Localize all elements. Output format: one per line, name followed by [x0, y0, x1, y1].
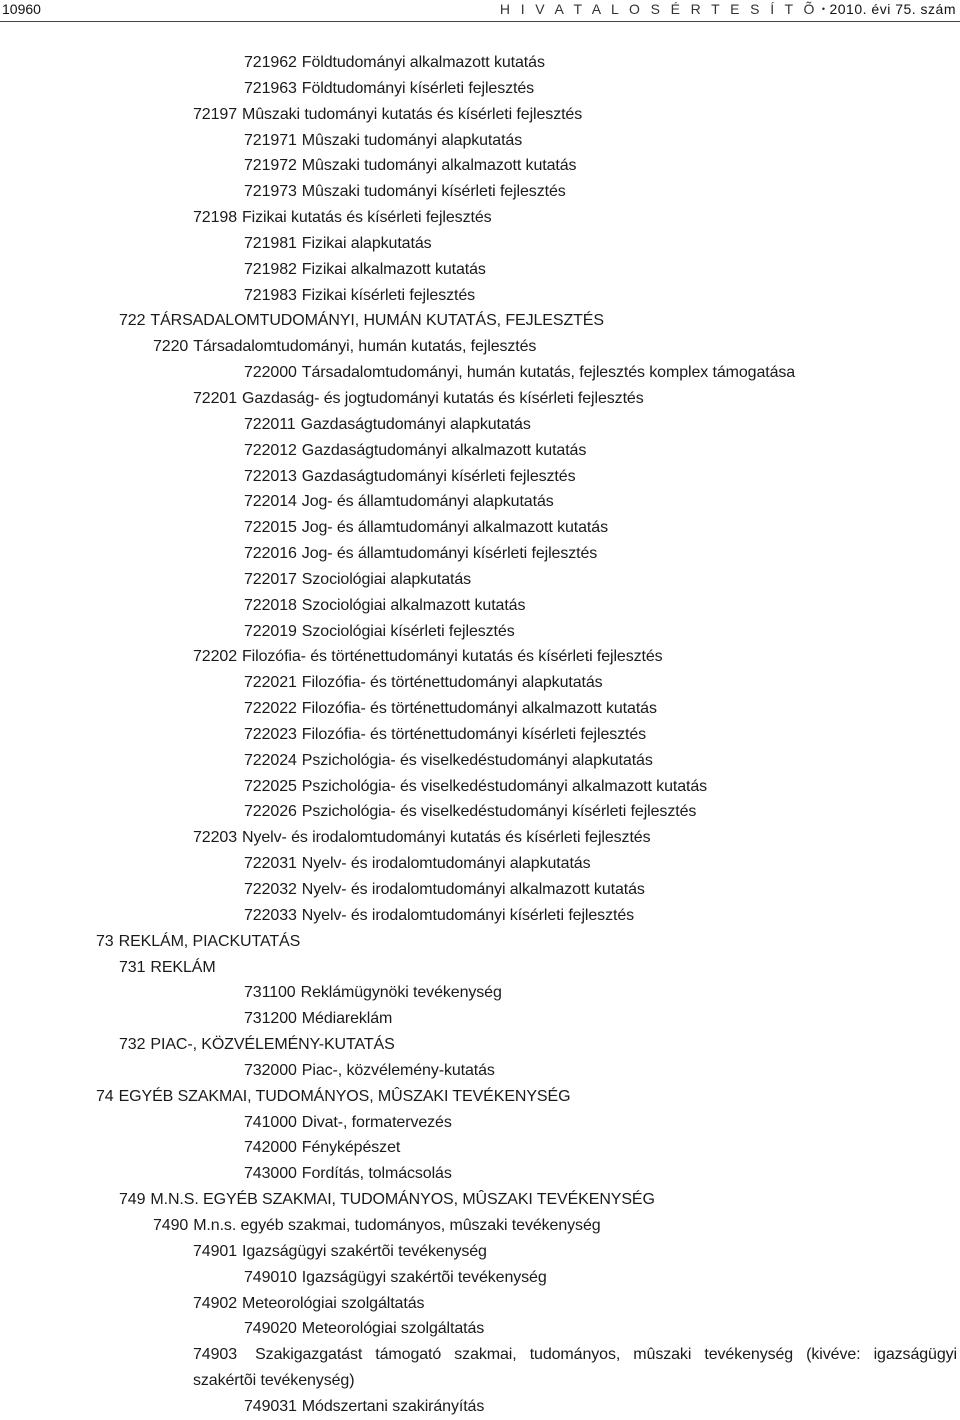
- item-code: 742000: [244, 1139, 297, 1157]
- item-code: 74: [96, 1087, 114, 1105]
- item-text: Igazságügyi szakértõi tevékenység: [301, 1268, 547, 1286]
- item-code: 721982: [244, 260, 297, 278]
- list-item: [0, 748, 960, 774]
- item-code: 7220: [153, 338, 189, 356]
- list-item: [0, 722, 960, 748]
- issue-label: 2010. évi 75. szám: [829, 1, 956, 17]
- list-item: [0, 644, 960, 670]
- item-first-line: [193, 1342, 957, 1368]
- item-text: Filozófia- és történettudományi alapkutatás: [301, 674, 603, 692]
- item-code: 74901: [193, 1242, 237, 1260]
- item-code: 72203: [193, 829, 237, 847]
- item-text: Gazdaság- és jogtudományi kutatás és kísérleti fejlesztés: [242, 389, 644, 407]
- list-item: [0, 1058, 960, 1084]
- item-text: Jog- és államtudományi kísérleti fejlesztés: [301, 545, 598, 563]
- list-item: [0, 128, 960, 154]
- list-item: [0, 153, 960, 179]
- list-item: [0, 231, 960, 257]
- item-text: EGYÉB SZAKMAI, TUDOMÁNYOS, MÛSZAKI TEVÉKENYSÉG: [118, 1087, 571, 1105]
- item-text: Fizikai kísérleti fejlesztés: [301, 286, 476, 304]
- item-text: Igazságügyi szakértõi tevékenység: [242, 1242, 487, 1260]
- item-code: 721963: [244, 79, 297, 97]
- item-code: 721962: [244, 54, 297, 71]
- item-text: Fordítás, tolmácsolás: [301, 1165, 452, 1183]
- item-code: 749020: [244, 1320, 297, 1338]
- item-code: 722021: [244, 674, 297, 692]
- list-item: [0, 825, 960, 851]
- item-text: Nyelv- és irodalomtudományi kutatás és kísérleti fejlesztés: [242, 829, 651, 847]
- list-item: [0, 257, 960, 283]
- item-code: 722014: [244, 493, 297, 511]
- item-text: Filozófia- és történettudományi alkalmazott kutatás: [301, 700, 657, 718]
- list-item: [0, 283, 960, 309]
- item-code: 722016: [244, 545, 297, 563]
- list-item: [0, 464, 960, 490]
- item-text: Fizikai alkalmazott kutatás: [301, 260, 486, 278]
- list-item: [0, 489, 960, 515]
- item-text: Pszichológia- és viselkedéstudományi alkalmazott kutatás: [301, 777, 708, 795]
- list-item: [0, 179, 960, 205]
- item-text: Fizikai kutatás és kísérleti fejlesztés: [242, 209, 492, 227]
- item-text: PIAC-, KÖZVÉLEMÉNY-KUTATÁS: [150, 1036, 395, 1054]
- item-code: 721981: [244, 234, 297, 252]
- item-code: 722017: [244, 570, 297, 588]
- item-text: Társadalomtudományi, humán kutatás, fejlesztés: [193, 338, 537, 356]
- item-text: Divat-, formatervezés: [301, 1113, 452, 1131]
- list-item: [0, 76, 960, 102]
- item-code: 722012: [244, 441, 297, 459]
- item-text: Fizikai alapkutatás: [301, 234, 432, 252]
- item-code: 722011: [244, 415, 296, 433]
- item-code: 722015: [244, 519, 297, 537]
- list-item: [0, 696, 960, 722]
- item-code: 72202: [193, 648, 237, 666]
- item-code: 722000: [244, 364, 297, 382]
- item-text: Fényképészet: [301, 1139, 401, 1157]
- item-text: Jog- és államtudományi alkalmazott kutatás: [301, 519, 608, 537]
- item-code: 722031: [244, 855, 297, 873]
- list-item: [0, 102, 960, 128]
- list-item: [0, 1291, 960, 1317]
- item-text: M.N.S. EGYÉB SZAKMAI, TUDOMÁNYOS, MÛSZAKI TEVÉKENYSÉG: [150, 1191, 655, 1209]
- list-item: [0, 670, 960, 696]
- list-item: [0, 334, 960, 360]
- item-code: 721983: [244, 286, 297, 304]
- item-code: 731200: [244, 1010, 297, 1028]
- item-text: Reklámügynöki tevékenység: [300, 984, 502, 1002]
- page-header: [0, 0, 960, 22]
- item-text: Médiareklám: [301, 1010, 393, 1028]
- item-text-continuation: szakértõi tevékenység): [193, 1372, 355, 1390]
- item-text: Gazdaságtudományi kísérleti fejlesztés: [301, 467, 576, 485]
- list-item: [0, 1187, 960, 1213]
- item-code: 732: [119, 1036, 146, 1054]
- list-item: [0, 593, 960, 619]
- item-code: 749031: [244, 1397, 297, 1415]
- list-item: [0, 50, 960, 76]
- item-code: 721971: [244, 131, 297, 149]
- item-code: 72198: [193, 209, 237, 227]
- item-code: 74903: [193, 1346, 237, 1364]
- item-text: Módszertani szakirányítás: [301, 1397, 485, 1415]
- item-text: Társadalomtudományi, humán kutatás, fejlesztés komplex támogatása: [301, 364, 796, 382]
- item-code: 731: [119, 958, 146, 976]
- item-text: Szociológiai alapkutatás: [301, 570, 472, 588]
- item-text: Mûszaki tudományi alapkutatás: [301, 131, 523, 149]
- item-code: 72197: [193, 105, 237, 123]
- list-item: [0, 567, 960, 593]
- item-code: 73: [96, 932, 114, 950]
- item-code: 722022: [244, 700, 297, 718]
- item-text: Földtudományi alkalmazott kutatás: [301, 54, 545, 71]
- item-text: Mûszaki tudományi kutatás és kísérleti fejlesztés: [242, 105, 583, 123]
- item-code: 741000: [244, 1113, 297, 1131]
- item-code: 721972: [244, 157, 297, 175]
- list-item: [0, 619, 960, 645]
- item-code: 722023: [244, 725, 297, 743]
- journal-name: H I V A T A L O S É R T E S Í T Õ: [499, 1, 818, 17]
- list-item: [0, 799, 960, 825]
- list-item: [0, 903, 960, 929]
- journal-reference: [500, 1, 956, 17]
- header-divider: [0, 21, 960, 22]
- item-code: 721973: [244, 183, 297, 201]
- list-item: [0, 1006, 960, 1032]
- item-text: Filozófia- és történettudományi kutatás és kísérleti fejlesztés: [242, 648, 663, 666]
- item-text: Filozófia- és történettudományi kísérleti fejlesztés: [301, 725, 647, 743]
- list-item: [0, 1032, 960, 1058]
- list-item: [0, 1342, 960, 1394]
- item-code: 749: [119, 1191, 146, 1209]
- item-code: 722019: [244, 622, 297, 640]
- item-text: Gazdaságtudományi alkalmazott kutatás: [301, 441, 587, 459]
- list-item: [0, 412, 960, 438]
- item-text: REKLÁM, PIACKUTATÁS: [118, 932, 301, 950]
- item-text: REKLÁM: [150, 958, 216, 976]
- item-text: Mûszaki tudományi alkalmazott kutatás: [301, 157, 577, 175]
- list-item: [0, 1135, 960, 1161]
- item-code: 722024: [244, 751, 297, 769]
- list-item: [0, 955, 960, 981]
- list-item: [0, 360, 960, 386]
- item-text: Mûszaki tudományi kísérleti fejlesztés: [301, 183, 566, 201]
- item-code: 749010: [244, 1268, 297, 1286]
- list-item: [0, 1265, 960, 1291]
- list-item: [0, 205, 960, 231]
- item-code: 722032: [244, 881, 297, 898]
- item-text: Nyelv- és irodalomtudományi alkalmazott kutatás: [301, 881, 645, 898]
- item-text: Földtudományi kísérleti fejlesztés: [301, 79, 535, 97]
- page-number: 10960: [2, 1, 41, 17]
- list-item: [0, 851, 960, 877]
- item-code: 722026: [244, 803, 297, 821]
- item-text: Pszichológia- és viselkedéstudományi alapkutatás: [301, 751, 653, 769]
- item-text: Gazdaságtudományi alapkutatás: [300, 415, 531, 433]
- list-item: [0, 515, 960, 541]
- list-item: [0, 1161, 960, 1187]
- item-code: 732000: [244, 1061, 297, 1079]
- list-item: [0, 541, 960, 567]
- list-item: [0, 1213, 960, 1239]
- list-item: [0, 386, 960, 412]
- item-text: Szociológiai kísérleti fejlesztés: [301, 622, 515, 640]
- item-text: Szakigazgatást támogató szakmai, tudományos, mûszaki tevékenység (kivéve: igazságügyi: [255, 1346, 957, 1364]
- item-text: Nyelv- és irodalomtudományi kísérleti fejlesztés: [301, 906, 635, 924]
- separator-bullet: •: [821, 4, 826, 14]
- list-item: [0, 929, 960, 955]
- item-code: 7490: [153, 1216, 189, 1234]
- item-text: Pszichológia- és viselkedéstudományi kísérleti fejlesztés: [301, 803, 697, 821]
- list-item: [0, 308, 960, 334]
- item-text: Szociológiai alkalmazott kutatás: [301, 596, 526, 614]
- list-item: [0, 1110, 960, 1136]
- item-text: Jog- és államtudományi alapkutatás: [301, 493, 554, 511]
- list-item: [0, 877, 960, 903]
- item-code: 731100: [244, 984, 296, 1002]
- item-text: M.n.s. egyéb szakmai, tudományos, mûszaki tevékenység: [193, 1216, 601, 1234]
- list-item: [0, 438, 960, 464]
- item-code: 722: [119, 312, 146, 330]
- list-item: [0, 1239, 960, 1265]
- list-item: [0, 774, 960, 800]
- item-text: Nyelv- és irodalomtudományi alapkutatás: [301, 855, 591, 873]
- item-text: Piac-, közvélemény-kutatás: [301, 1061, 495, 1079]
- item-code: 72201: [193, 389, 237, 407]
- classification-list: [0, 50, 960, 1420]
- list-item: [0, 1084, 960, 1110]
- item-text: Meteorológiai szolgáltatás: [242, 1294, 425, 1312]
- item-code: 722033: [244, 906, 297, 924]
- list-item: [0, 1316, 960, 1342]
- item-text: TÁRSADALOMTUDOMÁNYI, HUMÁN KUTATÁS, FEJLESZTÉS: [150, 312, 604, 330]
- list-item: [0, 980, 960, 1006]
- item-code: 722025: [244, 777, 297, 795]
- item-code: 74902: [193, 1294, 237, 1312]
- item-text: Meteorológiai szolgáltatás: [301, 1320, 485, 1338]
- item-code: 722018: [244, 596, 297, 614]
- item-code: 743000: [244, 1165, 297, 1183]
- list-item: [0, 1394, 960, 1420]
- item-code: 722013: [244, 467, 297, 485]
